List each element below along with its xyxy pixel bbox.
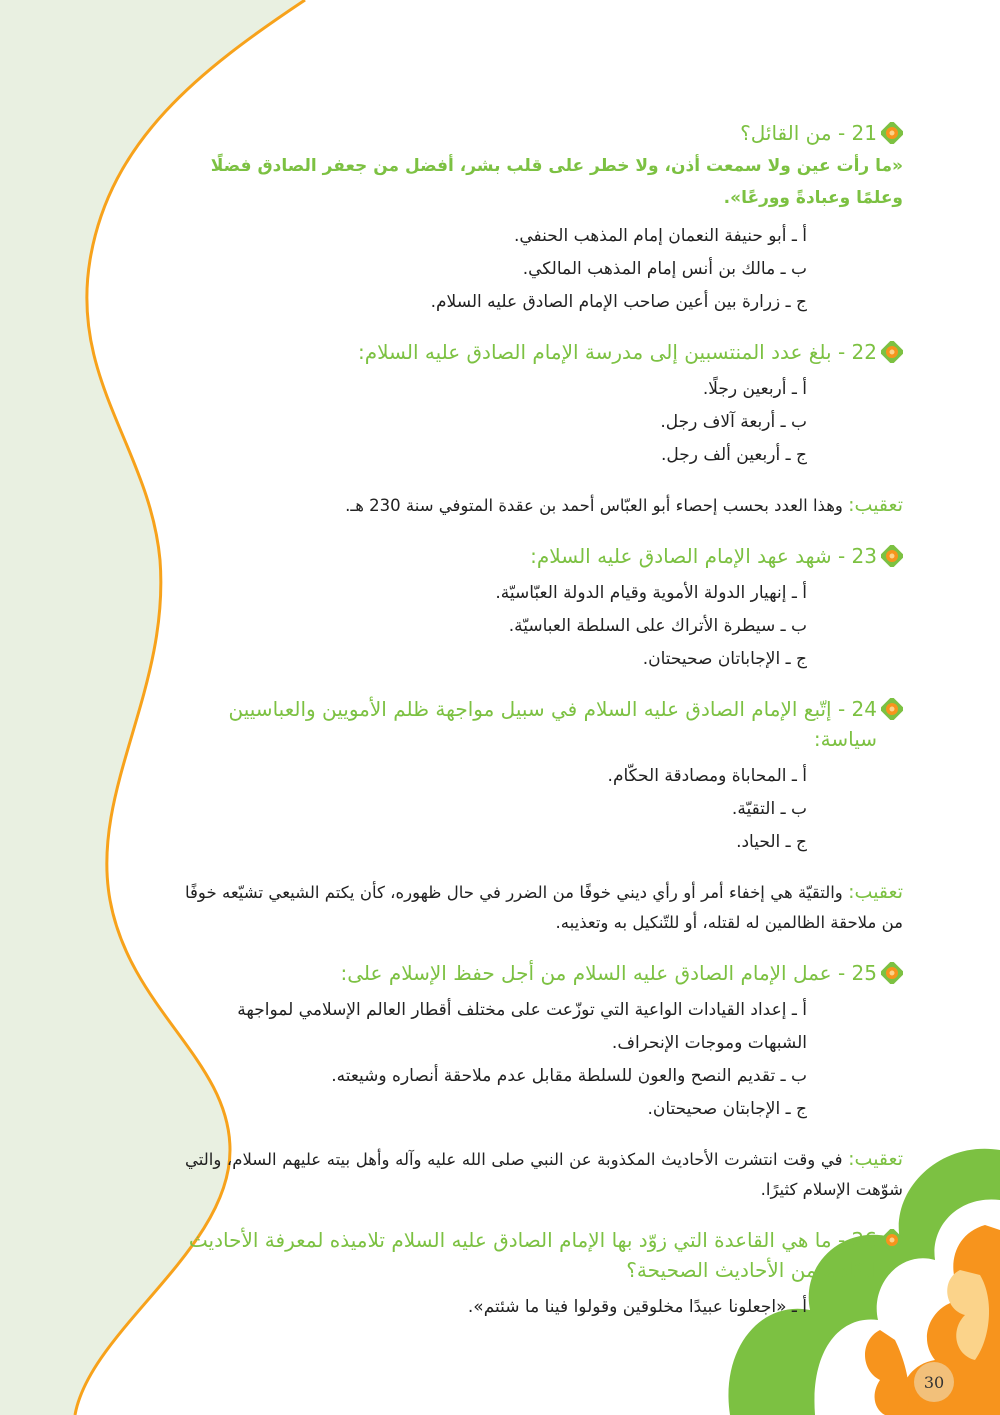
question-23-heading xyxy=(185,541,903,571)
question-25-options xyxy=(185,994,903,1126)
option-a[interactable]: أ ـ إعداد القيادات الواعية التي توزّعت على مختلف أقطار العالم الإسلامي لمواجهة الشبهات وموجات الإنحراف. xyxy=(237,1000,807,1053)
option-c[interactable]: ج ـ الإجابتان صحيحتان. xyxy=(647,1099,807,1119)
question-22-heading xyxy=(185,337,903,367)
question-26-title: 26 - ما هي القاعدة التي زوّد بها الإمام الصادق عليه السلام تلاميذه لمعرفة الأحاديث الكاذبة من الأحاديث الصحيحة؟ xyxy=(188,1228,877,1282)
question-24-title: 24 - إتّبع الإمام الصادق عليه السلام في سبيل مواجهة ظلم الأمويين والعباسيين سياسة: xyxy=(228,697,877,751)
option-b[interactable]: ب ـ أربعة آلاف رجل. xyxy=(660,412,807,432)
option-c[interactable]: ج ـ أربعين ألف رجل. xyxy=(660,445,807,465)
flower-ornament-icon xyxy=(881,545,903,567)
flower-ornament-icon xyxy=(881,341,903,363)
option-a[interactable]: أ ـ أبو حنيفة النعمان إمام المذهب الحنفي. xyxy=(513,226,807,246)
question-21 xyxy=(185,118,903,319)
question-22-note xyxy=(185,490,903,521)
option-b[interactable]: ب ـ سيطرة الأتراك على السلطة العباسيّة. xyxy=(508,616,807,636)
note-label: تعقيب: xyxy=(848,494,903,516)
question-25-note xyxy=(185,1144,903,1205)
question-23-options xyxy=(185,577,903,676)
question-24 xyxy=(185,694,903,859)
question-21-quote: «ما رأت عين ولا سمعت أذن، ولا خطر على قلب بشر، أفضل من جعفر الصادق فضلًا وعلمًا وعبادةً وورعًا». xyxy=(210,156,903,208)
question-25-title: 25 - عمل الإمام الصادق عليه السلام من أجل حفظ الإسلام على: xyxy=(340,961,877,985)
question-25-heading xyxy=(185,958,903,988)
option-b[interactable]: ب ـ تقديم النصح والعون للسلطة مقابل عدم ملاحقة أنصاره وشيعته. xyxy=(331,1066,807,1086)
question-23-title: 23 - شهد عهد الإمام الصادق عليه السلام: xyxy=(530,544,877,568)
question-24-options xyxy=(185,760,903,859)
option-a[interactable]: أ ـ المحاباة ومصادقة الحكّام. xyxy=(607,766,807,786)
flower-ornament-icon xyxy=(881,698,903,720)
option-a[interactable]: أ ـ إنهيار الدولة الأموية وقيام الدولة العبّاسيّة. xyxy=(495,583,807,603)
note-label: تعقيب: xyxy=(848,1148,903,1170)
question-26 xyxy=(185,1225,903,1324)
option-c[interactable]: ج ـ زرارة بين أعين صاحب الإمام الصادق عليه السلام. xyxy=(430,292,807,312)
note-text: والتقيّة هي إخفاء أمر أو رأي ديني خوفًا من الضرر في حال ظهوره، كأن يكتم الشيعي تشيّعه خوفًا من ملاحقة الظالمين له لقتله، أو للتّنكيل به وتعذيبه. xyxy=(185,883,903,932)
option-b[interactable]: ب ـ التقيّة. xyxy=(731,799,807,819)
option-c[interactable]: ج ـ الإجاباتان صحيحتان. xyxy=(642,649,807,669)
flower-ornament-icon xyxy=(881,1229,903,1251)
note-label: تعقيب: xyxy=(848,881,903,903)
question-25 xyxy=(185,958,903,1126)
question-22-options xyxy=(185,373,903,472)
option-a[interactable]: أ ـ «اجعلونا عبيدًا مخلوقين وقولوا فينا ما شئتم». xyxy=(467,1297,807,1317)
question-21-title: 21 - من القائل؟ xyxy=(740,121,877,145)
question-21-heading xyxy=(185,118,903,148)
flower-ornament-icon xyxy=(881,122,903,144)
question-26-options xyxy=(185,1291,903,1324)
question-24-note xyxy=(185,877,903,938)
questions-column xyxy=(185,118,903,1342)
page-number: 30 xyxy=(914,1362,954,1402)
question-23 xyxy=(185,541,903,676)
option-b[interactable]: ب ـ مالك بن أنس إمام المذهب المالكي. xyxy=(522,259,807,279)
flower-ornament-icon xyxy=(881,962,903,984)
question-22-title: 22 - بلغ عدد المنتسبين إلى مدرسة الإمام الصادق عليه السلام: xyxy=(357,340,877,364)
question-22 xyxy=(185,337,903,472)
question-24-heading xyxy=(185,694,903,754)
note-text: وهذا العدد بحسب إحصاء أبو العبّاس أحمد بن عقدة المتوفي سنة 230 هـ. xyxy=(345,496,843,515)
option-a[interactable]: أ ـ أربعين رجلًا. xyxy=(702,379,807,399)
question-26-heading xyxy=(185,1225,903,1285)
note-text: في وقت انتشرت الأحاديث المكذوبة عن النبي صلى الله عليه وآله وأهل بيته عليهم السلام، والتي شوّهت الإسلام كثيرًا. xyxy=(185,1150,903,1199)
option-c[interactable]: ج ـ الحياد. xyxy=(736,832,807,852)
question-21-options xyxy=(185,220,903,319)
